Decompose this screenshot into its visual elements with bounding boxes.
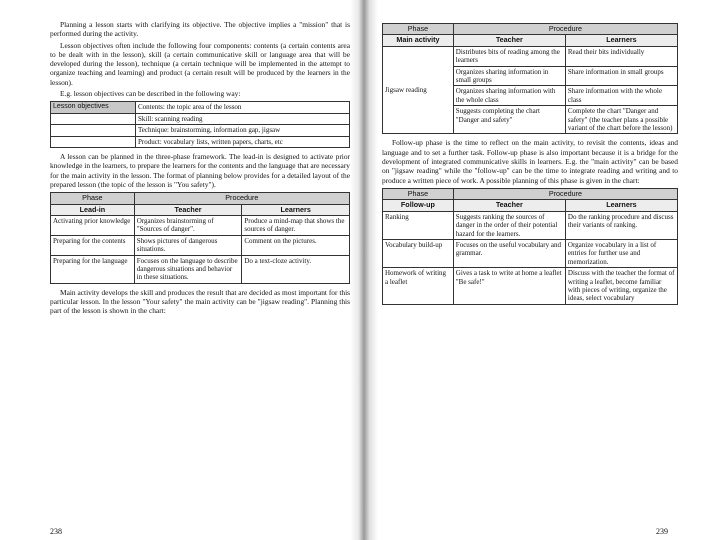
table-label: Jigsaw reading: [383, 46, 454, 134]
table-cell: Shows pictures of dangerous situations.: [134, 235, 242, 255]
table-cell: Share information with the whole class: [565, 86, 677, 106]
table-cell: Share information in small groups: [565, 66, 677, 86]
table-cell: Preparing for the contents: [51, 235, 135, 255]
table-row: [383, 211, 678, 239]
table-cell: [51, 125, 136, 136]
table-cell: Focuses on the useful vocabulary and grammar.: [453, 239, 565, 267]
header-phase: Phase: [51, 193, 135, 204]
table-cell: [51, 113, 136, 124]
table-cell: Do the ranking procedure and discuss their variants of ranking.: [565, 211, 677, 239]
table-cell: Product: vocabulary lists, written papers, charts, etc: [136, 136, 350, 147]
table-cell: Do a text-cloze activity.: [242, 255, 350, 283]
table-cell: Suggests ranking the sources of danger in the order of their potential hazard for the learners.: [453, 211, 565, 239]
table-cell: Distributes bits of reading among the learners: [453, 46, 565, 66]
header-learners: Learners: [565, 35, 677, 46]
table-cell: Vocabulary build-up: [383, 239, 454, 267]
header-col1: Follow-up: [383, 200, 454, 211]
paragraph: Lesson objectives often include the following four components: contents (a certain contents area to be dealt with in the lesson), skill (a certain communicative skill or language area that will be developed during the lesson), technique (a certain technique will be implemented in the attempt to organize teaching and learning) and product (a certain result will be produced by the learners in the lesson).: [50, 40, 350, 87]
table-cell: Comment on the pictures.: [242, 235, 350, 255]
main-activity-table: [382, 23, 678, 134]
lead-in-table: [50, 192, 350, 284]
left-page: [50, 20, 350, 520]
paragraph: Follow-up phase is the time to reflect on the main activity, to revisit the contents, ideas and language and to set a further task. Follow-up phase is also important because it is a bridge for the development of integrated communicative skills in learners. E.g. the "main activity" can be based on "jigsaw reading" while the "follow-up" can be the time to integrate reading and writing and to produce a written piece of work. A possible planning of this phase is given in the chart:: [382, 138, 678, 185]
table-cell: Ranking: [383, 211, 454, 239]
table-cell: Organizes sharing information in small groups: [453, 66, 565, 86]
header-procedure: Procedure: [453, 24, 677, 35]
table-cell: Skill: scanning reading: [136, 113, 350, 124]
paragraph: Main activity develops the skill and produces the result that are decided as most important for this particular lesson. In the lesson "Your safety" the main activity can be "jigsaw reading". Planning this part of the lesson is shown in the chart:: [50, 287, 350, 316]
table-row: [51, 255, 350, 283]
table-label: Lesson objectives: [51, 102, 136, 113]
header-procedure: Procedure: [134, 193, 349, 204]
page-number: 238: [50, 527, 62, 536]
header-teacher: Teacher: [453, 35, 565, 46]
table-cell: Organizes sharing information with the whole class: [453, 86, 565, 106]
table-cell: Focuses on the language to describe dangerous situations and behavior in these situations.: [134, 255, 242, 283]
table-cell: Complete the chart "Danger and safety" (the teacher plans a possible variant of the chart before the lesson): [565, 106, 677, 134]
table-cell: Organizes brainstorming of "Sources of danger".: [134, 216, 242, 236]
header-teacher: Teacher: [453, 200, 565, 211]
table-cell: [51, 136, 136, 147]
table-row: [383, 239, 678, 267]
table-row: [383, 268, 678, 305]
book-gutter: [350, 0, 378, 540]
right-page: [382, 20, 678, 520]
table-cell: Technique: brainstorming, information gap, jigsaw: [136, 125, 350, 136]
table-cell: Read their bits individually: [565, 46, 677, 66]
page-number: 239: [656, 527, 668, 536]
table-cell: Preparing for the language: [51, 255, 135, 283]
table-cell: Discuss with the teacher the format of writing a leaflet, become familiar with pieces of writing, organize the ideas, select vocabulary: [565, 268, 677, 305]
lesson-objectives-table: [50, 101, 350, 148]
paragraph: A lesson can be planned in the three-phase framework. The lead-in is designed to activate prior knowledge in the learners, to prepare the learners for the contents and the language that are necessary for the main activity in the lesson. The format of planning below provides for a detailed layout of the prepared lesson (the topic of the lesson is "You safety").: [50, 152, 350, 189]
table-row: [51, 216, 350, 236]
header-phase: Phase: [383, 188, 454, 199]
paragraph: E.g. lesson objectives can be described in the following way:: [60, 89, 241, 99]
paragraph: Planning a lesson starts with clarifying its objective. The objective implies a "mission" that is performed during the activity.: [50, 20, 350, 39]
table-row: [383, 46, 678, 66]
table-cell: Homework of writing a leaflet: [383, 268, 454, 305]
header-phase: Phase: [383, 24, 454, 35]
table-cell: Contents: the topic area of the lesson: [136, 102, 350, 113]
follow-up-table: [382, 188, 678, 305]
table-cell: Produce a mind-map that shows the sources of danger.: [242, 216, 350, 236]
table-cell: Activating prior knowledge: [51, 216, 135, 236]
table-cell: Suggests completing the chart "Danger and safety": [453, 106, 565, 134]
table-row: [51, 235, 350, 255]
table-cell: Gives a task to write at home a leaflet "Be safe!": [453, 268, 565, 305]
table-cell: Organize vocabulary in a list of entries for further use and memorization.: [565, 239, 677, 267]
header-procedure: Procedure: [453, 188, 677, 199]
header-col1: Lead-in: [51, 204, 135, 215]
header-teacher: Teacher: [134, 204, 242, 215]
header-learners: Learners: [565, 200, 677, 211]
header-col1: Main activity: [383, 35, 454, 46]
header-learners: Learners: [242, 204, 350, 215]
